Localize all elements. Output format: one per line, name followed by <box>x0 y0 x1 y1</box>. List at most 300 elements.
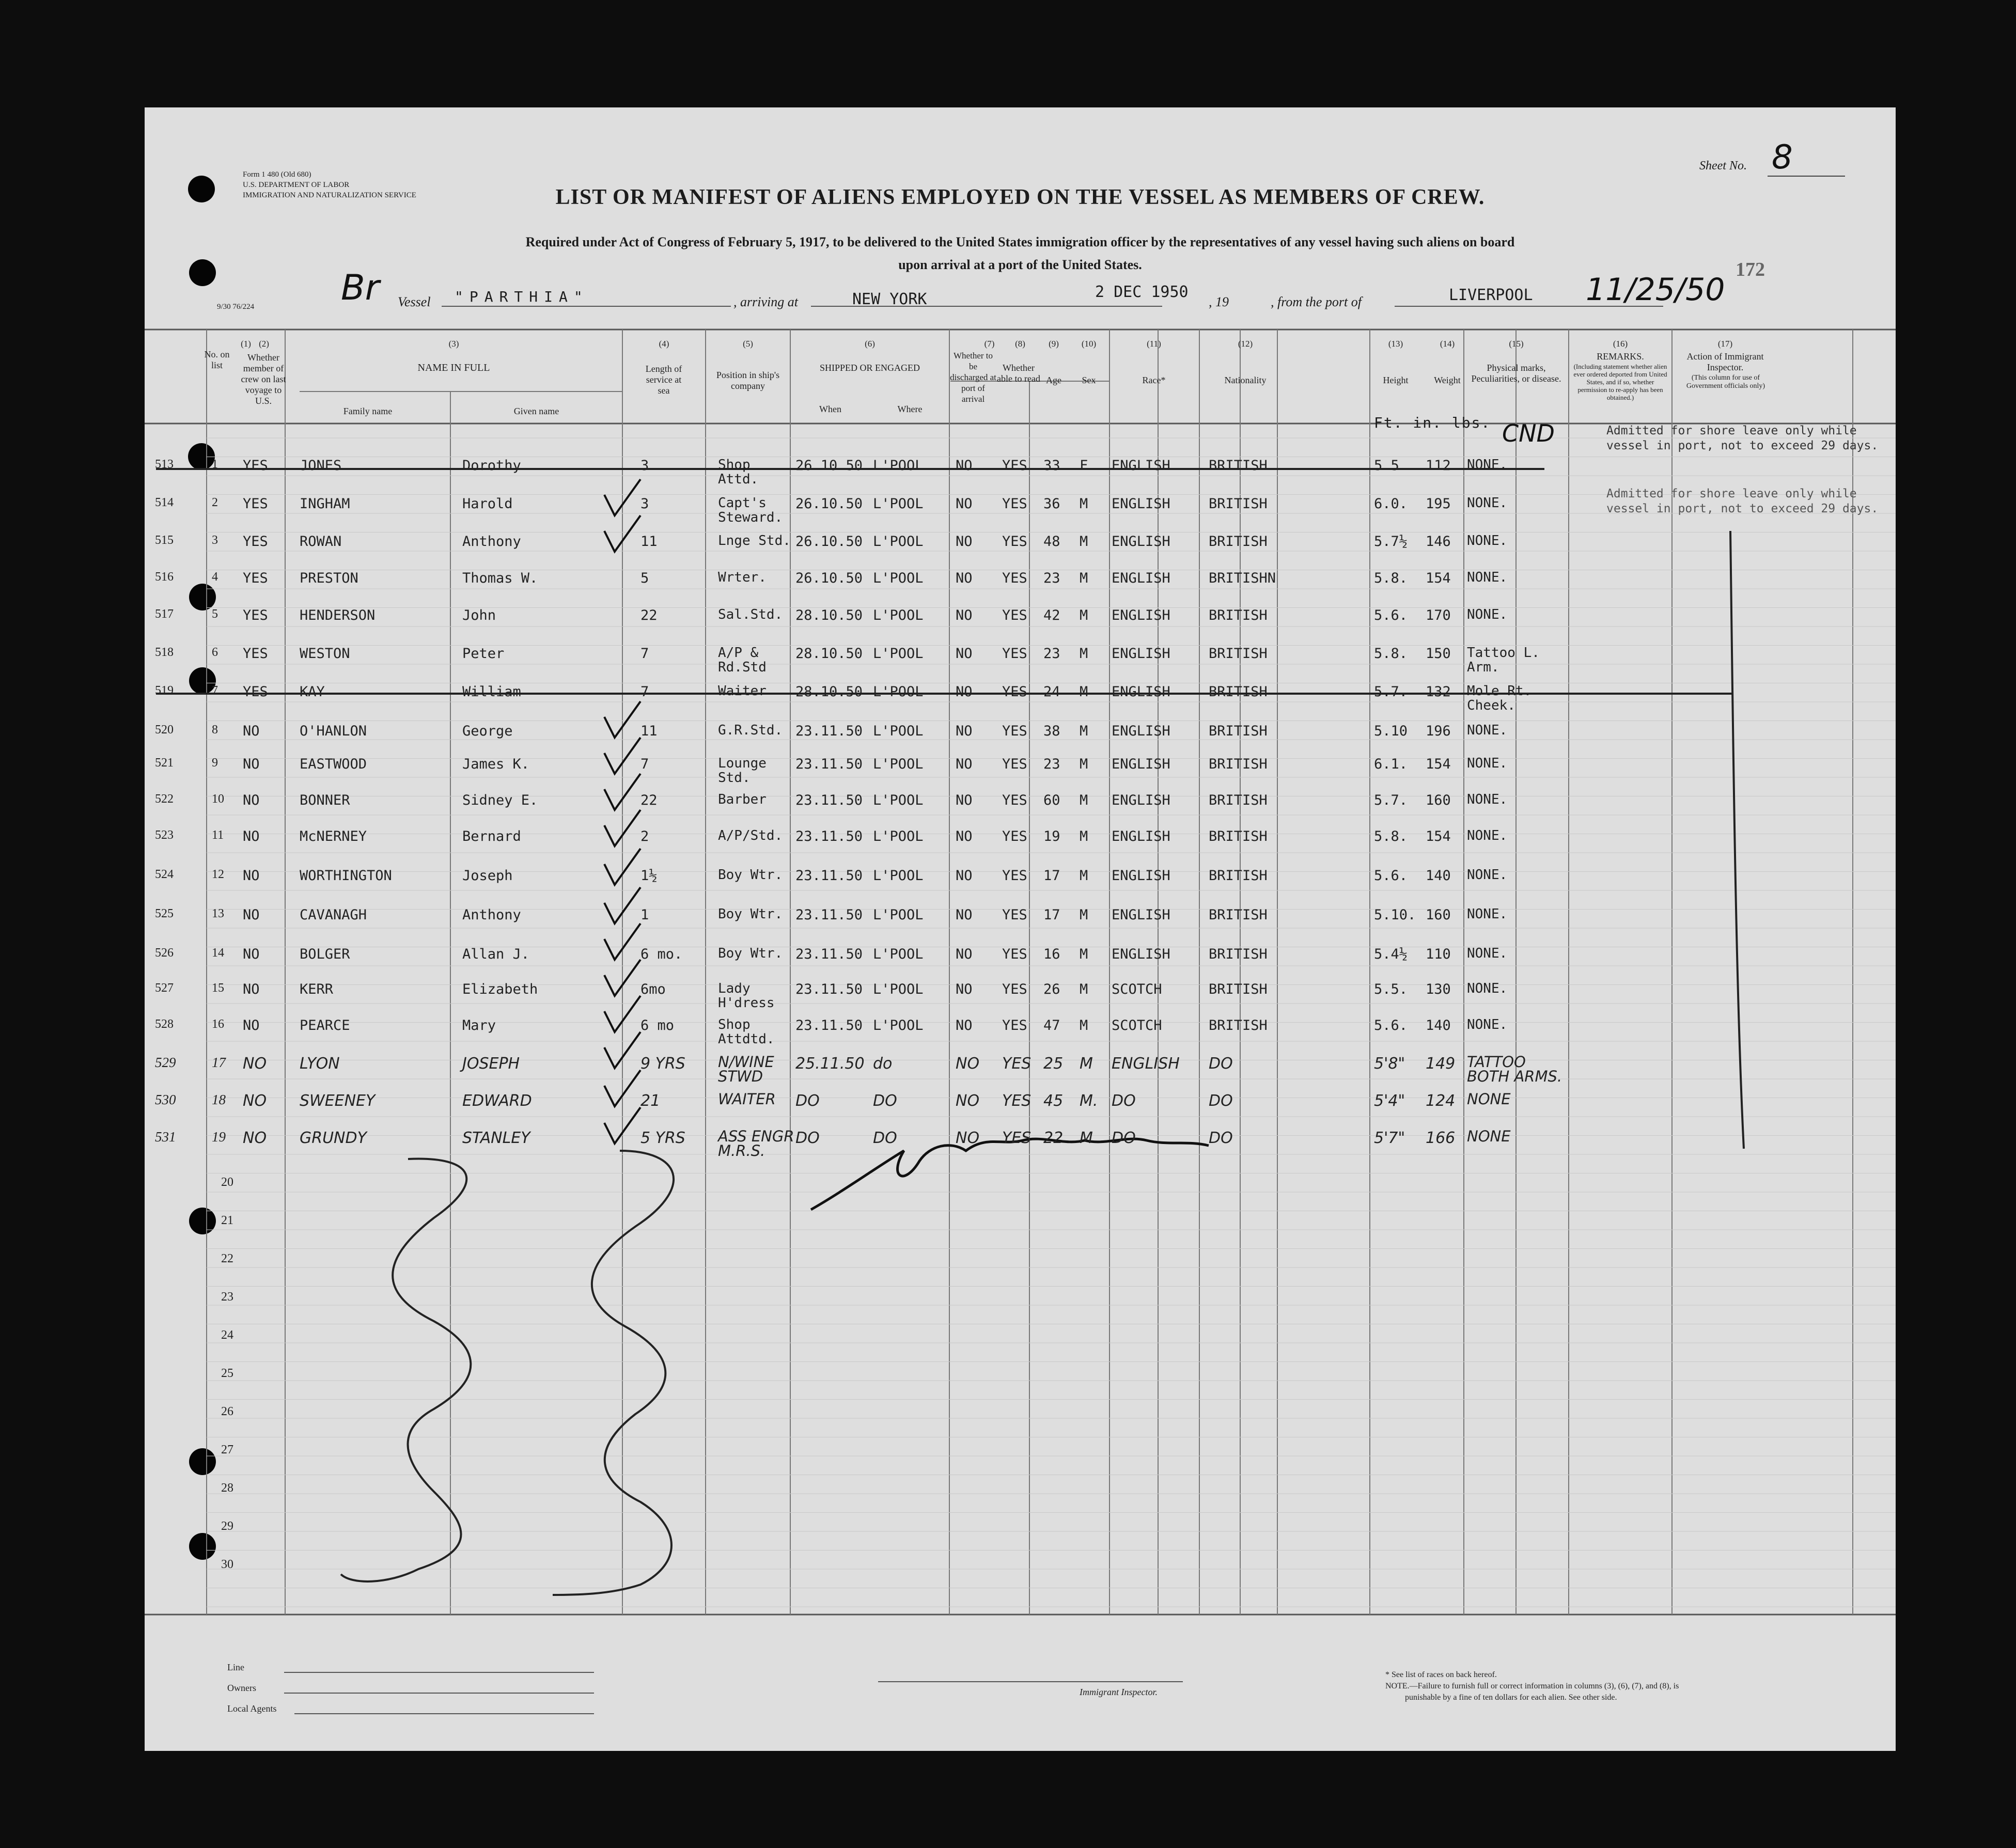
row-shipped-where: L'POOL <box>873 756 924 772</box>
row-age: 48 <box>1043 534 1060 550</box>
row-length-of-service: 22 <box>640 607 658 623</box>
col13-number: (13) <box>1388 339 1403 349</box>
vessel-name: "PARTHIA" <box>455 288 589 305</box>
row-height: 5.8. <box>1374 570 1408 586</box>
row-height: 5'8" <box>1374 1055 1405 1073</box>
row-nationality: BRITISH <box>1209 607 1268 623</box>
row-discharged: NO <box>956 570 973 586</box>
empty-line-number: 27 <box>221 1443 233 1457</box>
row-physical-marks: NONE. <box>1467 981 1508 996</box>
row-discharged: NO <box>956 1055 980 1073</box>
row-shipped-where: L'POOL <box>873 607 924 623</box>
row-given-name: Elizabeth <box>462 981 538 997</box>
row-nationality: BRITISH <box>1209 981 1268 997</box>
row-ref-number: 525 <box>155 907 174 920</box>
row-weight: 195 <box>1426 496 1451 512</box>
row-position: Barber <box>718 792 767 807</box>
row-list-number: 1 <box>212 458 218 471</box>
row-discharged: NO <box>956 981 973 997</box>
row-ref-number: 521 <box>155 756 174 770</box>
row-given-name: John <box>462 607 496 623</box>
row-ref-number: 516 <box>155 570 174 584</box>
row-nationality: BRITISH <box>1209 496 1268 512</box>
row-age: 36 <box>1043 496 1060 512</box>
row-shipped-when: DO <box>795 1092 820 1110</box>
row-position: Boy Wtr. <box>718 867 783 883</box>
col6-header: SHIPPED OR ENGAGED <box>819 363 920 373</box>
row-sex: M. <box>1080 1092 1098 1110</box>
row-list-number: 4 <box>212 570 218 584</box>
row-given-name: Mary <box>462 1017 496 1033</box>
row-family-name: KAY <box>300 684 325 700</box>
row-height: 5.7. <box>1374 792 1408 808</box>
row-given-name: Thomas W. <box>462 570 538 586</box>
row-shipped-when: 23.11.50 <box>795 756 863 772</box>
row-given-name: Joseph <box>462 868 513 884</box>
row-can-read: YES <box>1002 756 1027 772</box>
row-weight: 150 <box>1426 646 1451 662</box>
row-nationality: BRITISH <box>1209 646 1268 662</box>
col9-header: Age <box>1046 375 1061 385</box>
row-race: ENGLISH <box>1112 458 1170 474</box>
col8-header: Whether able to read <box>997 363 1040 384</box>
row-family-name: KERR <box>300 981 334 997</box>
row-given-name: EDWARD <box>462 1092 532 1110</box>
row-sex: M <box>1080 607 1088 623</box>
row-race: ENGLISH <box>1112 792 1170 808</box>
row-sex: M <box>1080 723 1088 739</box>
row-family-name: INGHAM <box>300 496 350 512</box>
row-nationality: BRITISH <box>1209 534 1268 550</box>
row-race: ENGLISH <box>1112 828 1170 844</box>
row-discharged: NO <box>956 458 973 474</box>
row-family-name: PEARCE <box>300 1017 350 1033</box>
units-row: Ft. in. lbs. <box>1374 414 1491 431</box>
row-race: ENGLISH <box>1112 907 1170 923</box>
row-given-name: JOSEPH <box>462 1055 520 1073</box>
row-position: WAITER <box>718 1090 776 1108</box>
row-family-name: SWEENEY <box>300 1092 376 1110</box>
row-position: Lnge Std. <box>718 533 791 549</box>
col3-header: NAME IN FULL <box>417 362 490 373</box>
row-given-name: Bernard <box>462 828 521 844</box>
row-list-number: 13 <box>212 907 224 920</box>
row-shipped-when: 23.11.50 <box>795 1017 863 1033</box>
row-age: 23 <box>1043 756 1060 772</box>
stamp-number: 172 <box>1736 259 1765 280</box>
row-shipped-where: L'POOL <box>873 570 924 586</box>
row-ref-number: 522 <box>155 792 174 806</box>
row-height: 5.6. <box>1374 1017 1408 1033</box>
row-ref-number: 526 <box>155 946 174 960</box>
row-shipped-where: L'POOL <box>873 1017 924 1033</box>
row-physical-marks: Tattoo L. Arm. <box>1467 645 1540 675</box>
row-shipped-where: DO <box>873 1092 897 1110</box>
row-weight: 132 <box>1426 684 1451 700</box>
row-race: SCOTCH <box>1112 981 1162 997</box>
row-weight: 124 <box>1426 1092 1456 1110</box>
row-physical-marks: NONE. <box>1467 533 1508 549</box>
row-position: Sal.Std. <box>718 607 783 622</box>
row-sex: M <box>1080 496 1088 512</box>
empty-line-number: 23 <box>221 1290 233 1304</box>
row-nationality: DO <box>1209 1129 1233 1147</box>
sheet-number-label: Sheet No. <box>1699 159 1747 173</box>
row-list-number: 19 <box>212 1129 226 1145</box>
row-length-of-service: 3 <box>640 458 649 474</box>
row-list-number: 3 <box>212 534 218 547</box>
row-family-name: ROWAN <box>300 534 342 550</box>
handwritten-date: 11/25/50 <box>1586 272 1725 308</box>
footer-note3: punishable by a fine of ten dollars for each alien. See other side. <box>1405 1693 1617 1702</box>
sheet-number: 8 <box>1772 138 1793 177</box>
row-position: Boy Wtr. <box>718 946 783 961</box>
row-race: ENGLISH <box>1112 684 1170 700</box>
arrival-date: 2 DEC 1950 <box>1095 283 1189 301</box>
form-code: 9/30 76/224 <box>217 303 255 311</box>
row-race: ENGLISH <box>1112 607 1170 623</box>
col5-number: (5) <box>743 339 753 349</box>
row-physical-marks: NONE. <box>1467 867 1508 883</box>
row-last-voyage: NO <box>243 1092 267 1110</box>
row-length-of-service: 7 <box>640 684 649 700</box>
col17-header: Action of Immigrant Inspector. <box>1686 351 1764 372</box>
row-can-read: YES <box>1002 1129 1032 1147</box>
row-physical-marks: NONE. <box>1467 570 1508 585</box>
row-race: ENGLISH <box>1112 646 1170 662</box>
row-race: ENGLISH <box>1112 723 1170 739</box>
row-ref-number: 528 <box>155 1017 174 1031</box>
row-can-read: YES <box>1002 1092 1032 1110</box>
col16-header: REMARKS. <box>1597 351 1644 362</box>
row-shipped-where: L'POOL <box>873 946 924 962</box>
row-position: A/P & Rd.Std <box>718 645 767 675</box>
row-given-name: George <box>462 723 513 739</box>
row-weight: 110 <box>1426 946 1451 962</box>
row-can-read: YES <box>1002 946 1027 962</box>
row-nationality: BRITISH <box>1209 1017 1268 1033</box>
col2-number: (2) <box>259 339 269 349</box>
row-length-of-service: 9 YRS <box>640 1055 685 1073</box>
row-last-voyage: YES <box>243 458 268 474</box>
row-race: ENGLISH <box>1112 496 1170 512</box>
row-shipped-when: 26.10.50 <box>795 534 863 550</box>
row-ref-number: 517 <box>155 607 174 621</box>
row-ref-number: 515 <box>155 534 174 547</box>
row-nationality: BRITISH <box>1209 756 1268 772</box>
row-list-number: 8 <box>212 723 218 737</box>
row-race: DO <box>1112 1129 1136 1147</box>
row-position: Lady H'dress <box>718 981 775 1011</box>
row-last-voyage: NO <box>243 981 260 997</box>
row-last-voyage: YES <box>243 684 268 700</box>
row-ref-number: 520 <box>155 723 174 737</box>
row-nationality: BRITISH <box>1209 828 1268 844</box>
row-can-read: YES <box>1002 828 1027 844</box>
col17-number: (17) <box>1717 339 1733 349</box>
row-race: ENGLISH <box>1112 946 1170 962</box>
row-length-of-service: 7 <box>640 756 649 772</box>
row-can-read: YES <box>1002 646 1027 662</box>
col3a-header: Family name <box>343 406 393 416</box>
row-sex: M <box>1080 570 1088 586</box>
row-position: Waiter <box>718 683 767 699</box>
subtitle-line2: upon arrival at a port of the United States. <box>898 257 1142 272</box>
row-shipped-where: L'POOL <box>873 907 924 923</box>
page-title: LIST OR MANIFEST OF ALIENS EMPLOYED ON THE VESSEL AS MEMBERS OF CREW. <box>555 185 1485 209</box>
row-position: N/WINE STWD <box>718 1053 774 1085</box>
row-shipped-when: 23.11.50 <box>795 723 863 739</box>
row-sex: M <box>1080 684 1088 700</box>
row-last-voyage: YES <box>243 570 268 586</box>
row-nationality: DO <box>1209 1055 1233 1073</box>
row-can-read: YES <box>1002 792 1027 808</box>
row-shipped-when: 23.11.50 <box>795 946 863 962</box>
row-position: Shop Attdtd. <box>718 1017 775 1047</box>
row-shipped-when: 26.10.50 <box>795 496 863 512</box>
row-nationality: BRITISH <box>1209 907 1268 923</box>
row-shipped-when: 26.10.50 <box>795 458 863 474</box>
from-port: LIVERPOOL <box>1449 286 1533 304</box>
col13-header: Height <box>1383 375 1409 385</box>
row-sex: M <box>1080 907 1088 923</box>
col4-number: (4) <box>659 339 669 349</box>
col12-number: (12) <box>1238 339 1253 349</box>
row-height: 5.8. <box>1374 646 1408 662</box>
row-family-name: PRESTON <box>300 570 358 586</box>
row-list-number: 18 <box>212 1092 226 1107</box>
row-list-number: 2 <box>212 496 218 509</box>
from-label: , from the port of <box>1271 294 1362 309</box>
row-list-number: 14 <box>212 946 224 960</box>
row-given-name: James K. <box>462 756 530 772</box>
row-ref-number: 530 <box>155 1092 176 1107</box>
row-shipped-when: 23.11.50 <box>795 868 863 884</box>
row-can-read: YES <box>1002 458 1027 474</box>
row-family-name: GRUNDY <box>300 1129 367 1147</box>
col15-number: (15) <box>1509 339 1524 349</box>
row-weight: 196 <box>1426 723 1451 739</box>
row-length-of-service: 22 <box>640 792 658 808</box>
row-age: 19 <box>1043 828 1060 844</box>
row-sex: M <box>1080 828 1088 844</box>
row-can-read: YES <box>1002 981 1027 997</box>
remark-shore-leave-2: Admitted for shore leave only while vessel in port, not to exceed 29 days. <box>1606 487 1879 515</box>
row-shipped-when: 26.10.50 <box>795 570 863 586</box>
row-shipped-where: L'POOL <box>873 458 924 474</box>
row-position: A/P/Std. <box>718 828 783 843</box>
row-height: 5.7. <box>1374 684 1408 700</box>
col9-number: (9) <box>1049 339 1059 349</box>
row-physical-marks: NONE. <box>1467 723 1508 738</box>
row-physical-marks: NONE. <box>1467 607 1508 622</box>
row-position: Lounge Std. <box>718 756 767 786</box>
row-family-name: BONNER <box>300 792 350 808</box>
row-ref-number: 531 <box>155 1129 176 1145</box>
row-discharged: NO <box>956 496 973 512</box>
row-length-of-service: 6 mo <box>640 1017 675 1033</box>
row-discharged: NO <box>956 868 973 884</box>
row-length-of-service: 21 <box>640 1092 661 1110</box>
row-list-number: 6 <box>212 646 218 659</box>
row-last-voyage: YES <box>243 646 268 662</box>
col16-number: (16) <box>1613 339 1628 349</box>
year-label: , 19 <box>1209 294 1229 309</box>
row-given-name: STANLEY <box>462 1129 530 1147</box>
row-weight: 160 <box>1426 792 1451 808</box>
row-given-name: William <box>462 684 521 700</box>
row-race: ENGLISH <box>1112 868 1170 884</box>
row-given-name: Anthony <box>462 534 521 550</box>
col3-number: (3) <box>448 339 459 349</box>
subtitle-line1: Required under Act of Congress of February 5, 1917, to be delivered to the United States immigration officer by the representatives of any vessel having such aliens on board <box>525 234 1515 249</box>
row-discharged: NO <box>956 907 973 923</box>
col7-header: Whether to be discharged at port of arrival <box>950 351 996 404</box>
row-age: 60 <box>1043 792 1060 808</box>
row-given-name: Dorothy <box>462 458 521 474</box>
row-ref-number: 529 <box>155 1055 176 1070</box>
row-family-name: McNERNEY <box>300 828 367 844</box>
col11-header: Race* <box>1142 375 1166 385</box>
row-age: 47 <box>1043 1017 1060 1033</box>
row-discharged: NO <box>956 1092 980 1110</box>
empty-line-number: 30 <box>221 1558 233 1571</box>
footer-owners-label: Owners <box>227 1683 256 1693</box>
row-height: 5.10. <box>1374 907 1416 923</box>
empty-line-number: 29 <box>221 1520 233 1533</box>
row-can-read: YES <box>1002 570 1027 586</box>
row-nationality: BRITISH <box>1209 684 1268 700</box>
row-can-read: YES <box>1002 1055 1032 1073</box>
row-physical-marks: NONE. <box>1467 495 1508 511</box>
row-list-number: 10 <box>212 792 224 806</box>
row-family-name: LYON <box>300 1055 340 1073</box>
row-height: 5.6. <box>1374 868 1408 884</box>
row-weight: 130 <box>1426 981 1451 997</box>
row-weight: 149 <box>1426 1055 1456 1073</box>
row-race: ENGLISH <box>1112 756 1170 772</box>
row-ref-number: 523 <box>155 828 174 842</box>
row-family-name: EASTWOOD <box>300 756 367 772</box>
row-race: ENGLISH <box>1112 534 1170 550</box>
row-can-read: YES <box>1002 907 1027 923</box>
row-last-voyage: NO <box>243 1055 267 1073</box>
row-height: 5.8. <box>1374 828 1408 844</box>
remark-initials: CND <box>1502 419 1555 447</box>
row-height: 5.7½ <box>1374 534 1408 550</box>
col10-number: (10) <box>1081 339 1097 349</box>
row-age: 42 <box>1043 607 1060 623</box>
row-ref-number: 514 <box>155 496 174 509</box>
row-can-read: YES <box>1002 607 1027 623</box>
row-sex: M <box>1080 868 1088 884</box>
row-length-of-service: 1½ <box>640 868 658 884</box>
row-physical-marks: NONE. <box>1467 792 1508 807</box>
col16-subheader: (Including statement whether alien ever ordered deported from United States, and if so, whether permission to re-apply has been obtained.) <box>1573 363 1667 401</box>
col3b-header: Given name <box>513 406 559 416</box>
service-name: IMMIGRATION AND NATURALIZATION SERVICE <box>243 191 416 199</box>
row-height: 6.1. <box>1374 756 1408 772</box>
row-sex: M <box>1080 792 1088 808</box>
row-can-read: YES <box>1002 534 1027 550</box>
row-discharged: NO <box>956 607 973 623</box>
row-weight: 140 <box>1426 868 1451 884</box>
row-physical-marks: TATTOO BOTH ARMS. <box>1467 1053 1562 1085</box>
row-shipped-where: L'POOL <box>873 496 924 512</box>
row-length-of-service: 6mo <box>640 981 666 997</box>
col1-header: No. on list <box>204 349 230 370</box>
row-position: Boy Wtr. <box>718 906 783 922</box>
row-length-of-service: 11 <box>640 534 658 550</box>
row-weight: 146 <box>1426 534 1451 550</box>
row-weight: 154 <box>1426 756 1451 772</box>
row-height: 5.10 <box>1374 723 1408 739</box>
manifest-sheet <box>145 107 1896 1751</box>
row-shipped-when: 28.10.50 <box>795 646 863 662</box>
row-physical-marks: NONE. <box>1467 828 1508 843</box>
footer-agents-label: Local Agents <box>227 1703 277 1714</box>
col4-header: Length of service at sea <box>645 364 682 396</box>
row-can-read: YES <box>1002 723 1027 739</box>
col6-number: (6) <box>865 339 875 349</box>
row-list-number: 12 <box>212 868 224 881</box>
col6b-header: Where <box>897 404 923 414</box>
row-given-name: Anthony <box>462 907 521 923</box>
row-family-name: CAVANAGH <box>300 907 367 923</box>
row-physical-marks: NONE. <box>1467 946 1508 961</box>
row-sex: F <box>1080 458 1088 474</box>
row-age: 33 <box>1043 458 1060 474</box>
row-length-of-service: 2 <box>640 828 649 844</box>
row-shipped-where: L'POOL <box>873 981 924 997</box>
row-discharged: NO <box>956 684 973 700</box>
row-given-name: Sidney E. <box>462 792 538 808</box>
row-weight: 170 <box>1426 607 1451 623</box>
row-given-name: Allan J. <box>462 946 530 962</box>
col1-number: (1) <box>241 339 251 349</box>
row-age: 38 <box>1043 723 1060 739</box>
row-race: ENGLISH <box>1112 570 1170 586</box>
row-family-name: BOLGER <box>300 946 350 962</box>
arriving-label: , arriving at <box>733 294 798 309</box>
row-height: 5.5. <box>1374 458 1408 474</box>
col5-header: Position in ship's company <box>716 370 780 391</box>
row-sex: M <box>1080 1017 1088 1033</box>
row-list-number: 15 <box>212 981 224 995</box>
row-age: 24 <box>1043 684 1060 700</box>
row-last-voyage: NO <box>243 1017 260 1033</box>
row-shipped-when: 23.11.50 <box>795 828 863 844</box>
row-physical-marks: NONE. <box>1467 1017 1508 1032</box>
row-shipped-when: 23.11.50 <box>795 981 863 997</box>
row-position: Shop Attd. <box>718 457 759 487</box>
row-physical-marks: Mole Rt. Cheek. <box>1467 683 1532 713</box>
row-nationality: BRITISH <box>1209 946 1268 962</box>
empty-line-number: 25 <box>221 1367 233 1380</box>
row-shipped-where: L'POOL <box>873 792 924 808</box>
row-position: ASS ENGR M.R.S. <box>718 1127 794 1160</box>
row-shipped-where: L'POOL <box>873 723 924 739</box>
row-age: 23 <box>1043 570 1060 586</box>
row-list-number: 16 <box>212 1017 224 1031</box>
row-age: 16 <box>1043 946 1060 962</box>
row-physical-marks: NONE. <box>1467 756 1508 771</box>
row-last-voyage: NO <box>243 828 260 844</box>
row-discharged: NO <box>956 756 973 772</box>
row-shipped-when: 25.11.50 <box>795 1055 865 1073</box>
row-list-number: 7 <box>212 684 218 697</box>
row-discharged: NO <box>956 1017 973 1033</box>
